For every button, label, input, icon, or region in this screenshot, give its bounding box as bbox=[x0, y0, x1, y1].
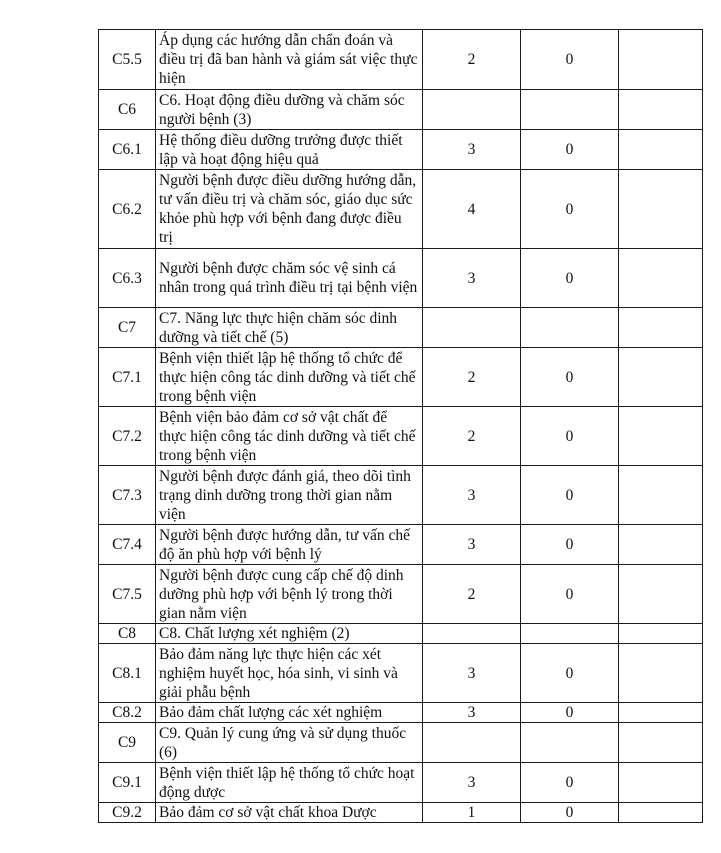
criterion-description-cell: Bệnh viện thiết lập hệ thống tổ chức để thực hiện công tác dinh dưỡng và tiết chế trong bệnh viện bbox=[156, 348, 423, 407]
criterion-notes-cell bbox=[619, 644, 703, 703]
criterion-description-cell: C7. Năng lực thực hiện chăm sóc dinh dưỡng và tiết chế (5) bbox=[156, 308, 423, 348]
criterion-value-cell: 0 bbox=[521, 803, 619, 823]
table-row bbox=[99, 466, 703, 525]
criterion-code-cell: C8.1 bbox=[99, 644, 156, 703]
criterion-value-cell: 0 bbox=[521, 170, 619, 249]
criterion-code-cell: C7.1 bbox=[99, 348, 156, 407]
criterion-notes-cell bbox=[619, 90, 703, 130]
criterion-score-cell: 2 bbox=[423, 30, 521, 90]
criterion-score-cell: 3 bbox=[423, 763, 521, 803]
table-row bbox=[99, 170, 703, 249]
criterion-score-cell bbox=[423, 90, 521, 130]
criterion-notes-cell bbox=[619, 763, 703, 803]
criterion-notes-cell bbox=[619, 249, 703, 308]
criterion-code-cell: C9.2 bbox=[99, 803, 156, 823]
criterion-notes-cell bbox=[619, 407, 703, 466]
table-row bbox=[99, 308, 703, 348]
criterion-value-cell: 0 bbox=[521, 466, 619, 525]
criterion-description-cell: Người bệnh được cung cấp chế độ dinh dưỡng phù hợp với bệnh lý trong thời gian nằm viện bbox=[156, 565, 423, 624]
criteria-table-body bbox=[99, 30, 703, 823]
criterion-code-cell: C9.1 bbox=[99, 763, 156, 803]
criterion-description-cell: Bảo đảm chất lượng các xét nghiệm bbox=[156, 703, 423, 723]
table-row bbox=[99, 763, 703, 803]
criterion-description-cell: C6. Hoạt động điều dưỡng và chăm sóc người bệnh (3) bbox=[156, 90, 423, 130]
criterion-value-cell bbox=[521, 723, 619, 763]
criterion-description-cell: Bảo đảm năng lực thực hiện các xét nghiệm huyết học, hóa sinh, vi sinh và giải phẫu bệnh bbox=[156, 644, 423, 703]
criterion-description-cell: Bệnh viện thiết lập hệ thống tổ chức hoạt động dược bbox=[156, 763, 423, 803]
criterion-description-cell: Bảo đảm cơ sở vật chất khoa Dược bbox=[156, 803, 423, 823]
criterion-code-cell: C7.3 bbox=[99, 466, 156, 525]
criterion-code-cell: C7.5 bbox=[99, 565, 156, 624]
table-row bbox=[99, 565, 703, 624]
table-row bbox=[99, 90, 703, 130]
table-row bbox=[99, 249, 703, 308]
criterion-value-cell: 0 bbox=[521, 763, 619, 803]
criteria-table bbox=[98, 29, 703, 823]
criterion-code-cell: C5.5 bbox=[99, 30, 156, 90]
criterion-description-cell: Bệnh viện bảo đảm cơ sở vật chất để thực hiện công tác dinh dưỡng và tiết chế trong bệnh viện bbox=[156, 407, 423, 466]
criterion-value-cell bbox=[521, 90, 619, 130]
criterion-score-cell bbox=[423, 723, 521, 763]
criterion-value-cell bbox=[521, 308, 619, 348]
criterion-notes-cell bbox=[619, 466, 703, 525]
criterion-value-cell: 0 bbox=[521, 30, 619, 90]
criterion-code-cell: C6 bbox=[99, 90, 156, 130]
criterion-notes-cell bbox=[619, 130, 703, 170]
criterion-code-cell: C6.1 bbox=[99, 130, 156, 170]
criterion-value-cell: 0 bbox=[521, 525, 619, 565]
criterion-score-cell: 4 bbox=[423, 170, 521, 249]
criterion-description-cell: Hệ thống điều dưỡng trưởng được thiết lập và hoạt động hiệu quả bbox=[156, 130, 423, 170]
criterion-score-cell bbox=[423, 624, 521, 644]
criterion-code-cell: C8.2 bbox=[99, 703, 156, 723]
criterion-description-cell: Người bệnh được điều dưỡng hướng dẫn, tư vấn điều trị và chăm sóc, giáo dục sức khỏe phù hợp với bệnh đang được điều trị bbox=[156, 170, 423, 249]
criterion-code-cell: C7 bbox=[99, 308, 156, 348]
table-row bbox=[99, 130, 703, 170]
criterion-value-cell: 0 bbox=[521, 249, 619, 308]
criterion-value-cell: 0 bbox=[521, 644, 619, 703]
table-row bbox=[99, 803, 703, 823]
criterion-code-cell: C6.2 bbox=[99, 170, 156, 249]
criterion-description-cell: C9. Quản lý cung ứng và sử dụng thuốc (6) bbox=[156, 723, 423, 763]
criterion-score-cell: 3 bbox=[423, 466, 521, 525]
criterion-value-cell: 0 bbox=[521, 407, 619, 466]
criterion-value-cell: 0 bbox=[521, 130, 619, 170]
criterion-description-cell: Áp dụng các hướng dẫn chẩn đoán và điều trị đã ban hành và giám sát việc thực hiện bbox=[156, 30, 423, 90]
criterion-notes-cell bbox=[619, 525, 703, 565]
criterion-notes-cell bbox=[619, 723, 703, 763]
criterion-score-cell: 3 bbox=[423, 644, 521, 703]
criterion-notes-cell bbox=[619, 624, 703, 644]
criterion-score-cell bbox=[423, 308, 521, 348]
criterion-code-cell: C6.3 bbox=[99, 249, 156, 308]
criterion-score-cell: 3 bbox=[423, 525, 521, 565]
criterion-notes-cell bbox=[619, 348, 703, 407]
criterion-description-cell: C8. Chất lượng xét nghiệm (2) bbox=[156, 624, 423, 644]
criterion-notes-cell bbox=[619, 565, 703, 624]
criterion-notes-cell bbox=[619, 170, 703, 249]
table-row bbox=[99, 348, 703, 407]
criterion-notes-cell bbox=[619, 803, 703, 823]
criterion-notes-cell bbox=[619, 30, 703, 90]
criterion-score-cell: 2 bbox=[423, 407, 521, 466]
table-row bbox=[99, 723, 703, 763]
criterion-code-cell: C7.2 bbox=[99, 407, 156, 466]
criterion-description-cell: Người bệnh được hướng dẫn, tư vấn chế độ ăn phù hợp với bệnh lý bbox=[156, 525, 423, 565]
criterion-score-cell: 2 bbox=[423, 565, 521, 624]
criterion-notes-cell bbox=[619, 308, 703, 348]
criterion-score-cell: 1 bbox=[423, 803, 521, 823]
criterion-code-cell: C9 bbox=[99, 723, 156, 763]
table-row bbox=[99, 644, 703, 703]
table-row bbox=[99, 30, 703, 90]
criterion-code-cell: C7.4 bbox=[99, 525, 156, 565]
table-row bbox=[99, 407, 703, 466]
criterion-value-cell: 0 bbox=[521, 703, 619, 723]
criterion-code-cell: C8 bbox=[99, 624, 156, 644]
criterion-score-cell: 2 bbox=[423, 348, 521, 407]
criterion-score-cell: 3 bbox=[423, 130, 521, 170]
criterion-description-cell: Người bệnh được đánh giá, theo dõi tình trạng dinh dưỡng trong thời gian nằm viện bbox=[156, 466, 423, 525]
table-row bbox=[99, 624, 703, 644]
table-row bbox=[99, 525, 703, 565]
criterion-score-cell: 3 bbox=[423, 703, 521, 723]
criterion-description-cell: Người bệnh được chăm sóc vệ sinh cá nhân trong quá trình điều trị tại bệnh viện bbox=[156, 249, 423, 308]
criterion-value-cell: 0 bbox=[521, 348, 619, 407]
criterion-value-cell: 0 bbox=[521, 565, 619, 624]
criterion-value-cell bbox=[521, 624, 619, 644]
criterion-notes-cell bbox=[619, 703, 703, 723]
criterion-score-cell: 3 bbox=[423, 249, 521, 308]
table-row bbox=[99, 703, 703, 723]
